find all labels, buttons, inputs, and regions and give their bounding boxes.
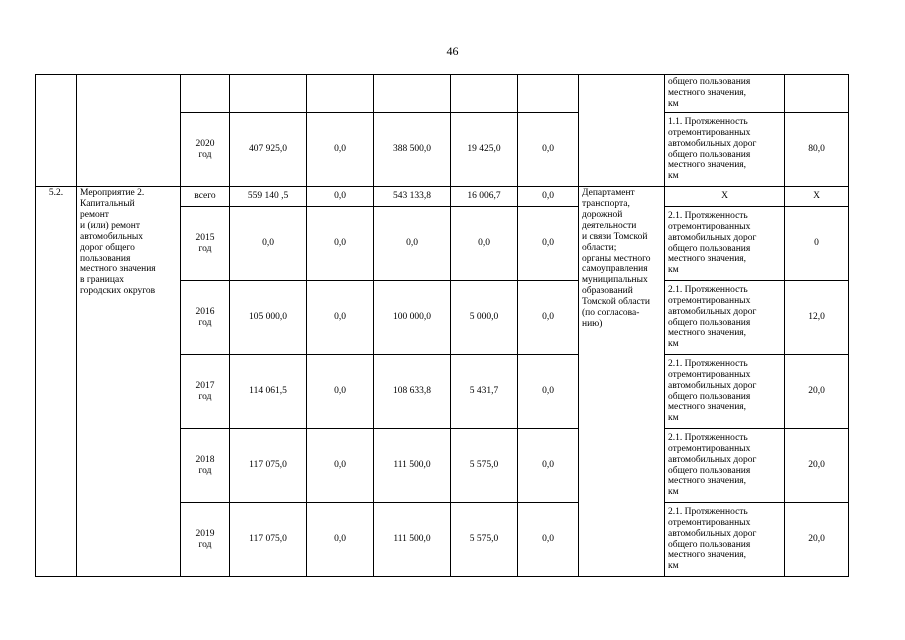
fed-cell: 0,0 xyxy=(307,187,374,207)
other-cell: 0,0 xyxy=(518,113,579,187)
indicator-cell: 2.1. Протяженность отремонтированных автомобильных дорог общего пользования местного значения, км xyxy=(665,429,785,503)
indicator-cell: 2.1. Протяженность отремонтированных автомобильных дорог общего пользования местного значения, км xyxy=(665,207,785,281)
indicator-cell: общего пользования местного значения, км xyxy=(665,75,785,113)
year-cell: 2017 год xyxy=(181,355,230,429)
year-cell: 2016 год xyxy=(181,281,230,355)
loc-cell: 16 006,7 xyxy=(451,187,518,207)
page-number: 46 xyxy=(446,44,459,58)
year-cell: всего xyxy=(181,187,230,207)
value-cell: 20,0 xyxy=(785,355,849,429)
fed-cell: 0,0 xyxy=(307,207,374,281)
other-cell: 0,0 xyxy=(518,281,579,355)
total-cell: 117 075,0 xyxy=(230,503,307,577)
year-cell: 2015 год xyxy=(181,207,230,281)
reg-cell: 543 133,8 xyxy=(374,187,451,207)
executor-cell xyxy=(579,75,665,187)
reg-cell: 111 500,0 xyxy=(374,503,451,577)
reg-cell: 100 000,0 xyxy=(374,281,451,355)
loc-cell: 0,0 xyxy=(451,207,518,281)
fed-cell: 0,0 xyxy=(307,355,374,429)
value-cell: 20,0 xyxy=(785,503,849,577)
event-cell xyxy=(77,75,181,187)
total-cell: 407 925,0 xyxy=(230,113,307,187)
value-cell: Х xyxy=(785,187,849,207)
total-cell: 114 061,5 xyxy=(230,355,307,429)
number-cell xyxy=(36,75,77,187)
indicator-cell: 2.1. Протяженность отремонтированных автомобильных дорог общего пользования местного значения, км xyxy=(665,355,785,429)
year-cell: 2018 год xyxy=(181,429,230,503)
indicator-cell: Х xyxy=(665,187,785,207)
year-cell: 2020 год xyxy=(181,113,230,187)
total-cell: 117 075,0 xyxy=(230,429,307,503)
table-row xyxy=(36,75,849,113)
value-cell: 0 xyxy=(785,207,849,281)
indicator-cell: 2.1. Протяженность отремонтированных автомобильных дорог общего пользования местного значения, км xyxy=(665,281,785,355)
other-cell: 0,0 xyxy=(518,355,579,429)
table-row xyxy=(36,187,849,207)
total-cell: 559 140 ,5 xyxy=(230,187,307,207)
loc-cell: 5 575,0 xyxy=(451,429,518,503)
section-title: Мероприятие 2. Капитальный ремонт и (или) ремонт автомобильных дорог общего пользования местного значения в границах городских округов xyxy=(77,187,181,577)
fed-cell: 0,0 xyxy=(307,429,374,503)
reg-cell: 388 500,0 xyxy=(374,113,451,187)
indicator-cell: 2.1. Протяженность отремонтированных автомобильных дорог общего пользования местного значения, км xyxy=(665,503,785,577)
other-cell: 0,0 xyxy=(518,187,579,207)
reg-cell: 0,0 xyxy=(374,207,451,281)
indicator-cell: 1.1. Протяженность отремонтированных автомобильных дорог общего пользования местного значения, км xyxy=(665,113,785,187)
year-cell: 2019 год xyxy=(181,503,230,577)
reg-cell: 111 500,0 xyxy=(374,429,451,503)
fed-cell: 0,0 xyxy=(307,113,374,187)
other-cell: 0,0 xyxy=(518,429,579,503)
reg-cell: 108 633,8 xyxy=(374,355,451,429)
other-cell: 0,0 xyxy=(518,503,579,577)
executor-cell: Департамент транспорта, дорожной деятельности и связи Томской области; органы местного самоуправления муниципальных образований Томской области (по согласова- нию) xyxy=(579,187,665,577)
loc-cell: 5 431,7 xyxy=(451,355,518,429)
value-cell: 20,0 xyxy=(785,429,849,503)
value-cell: 12,0 xyxy=(785,281,849,355)
total-cell: 0,0 xyxy=(230,207,307,281)
fed-cell: 0,0 xyxy=(307,281,374,355)
section-number: 5.2. xyxy=(36,187,77,577)
value-cell: 80,0 xyxy=(785,113,849,187)
fed-cell: 0,0 xyxy=(307,503,374,577)
program-table xyxy=(35,74,849,577)
loc-cell: 5 575,0 xyxy=(451,503,518,577)
loc-cell: 19 425,0 xyxy=(451,113,518,187)
other-cell: 0,0 xyxy=(518,207,579,281)
loc-cell: 5 000,0 xyxy=(451,281,518,355)
total-cell: 105 000,0 xyxy=(230,281,307,355)
